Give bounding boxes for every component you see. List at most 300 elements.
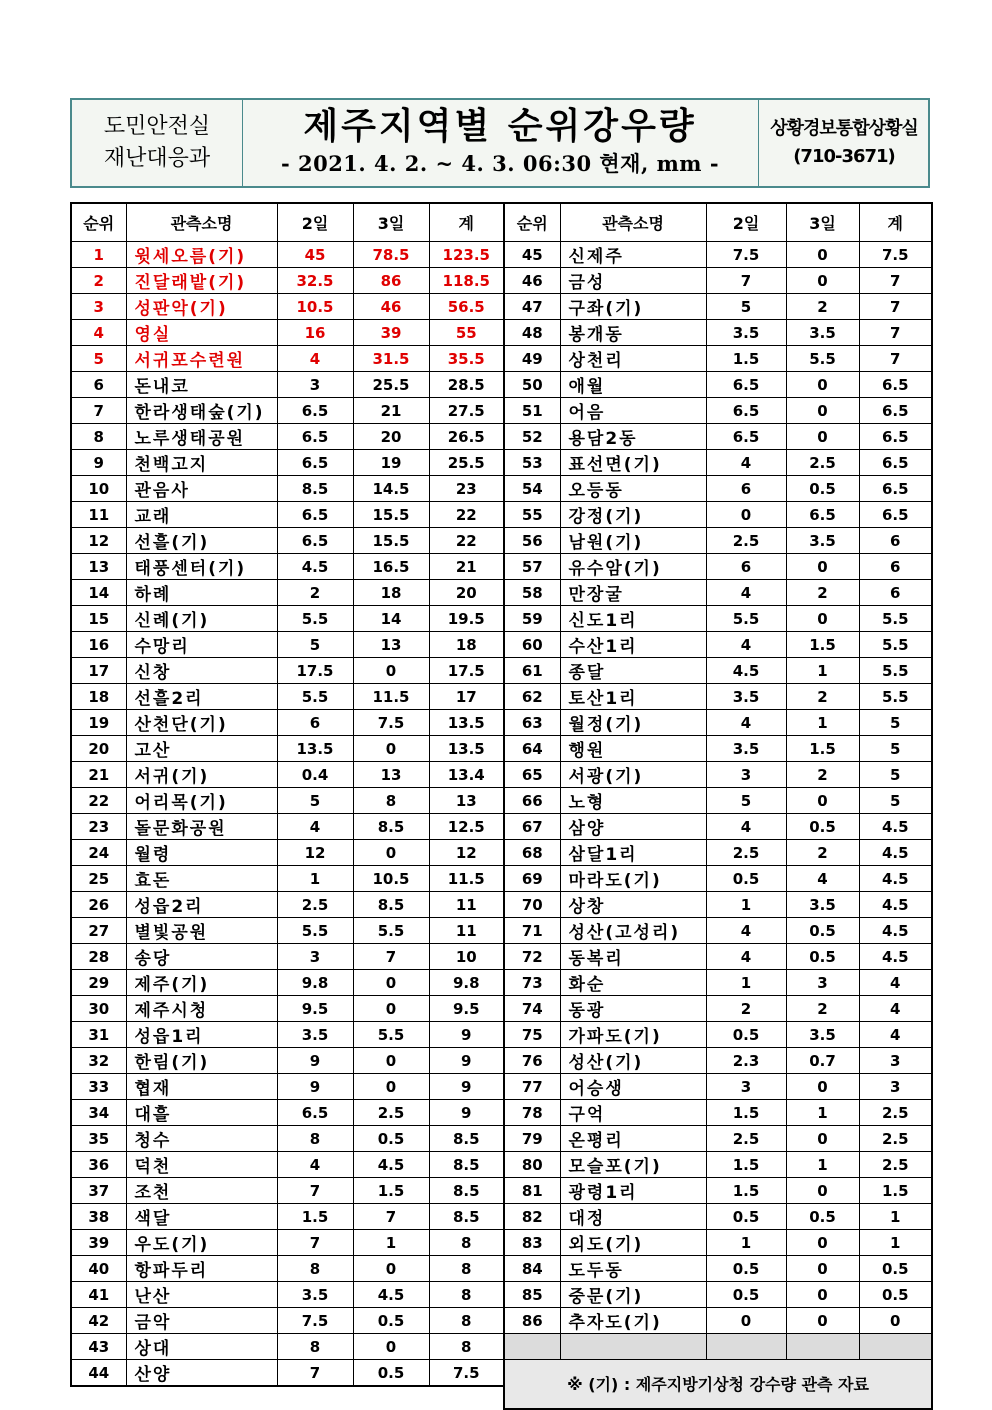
total-cell: 3 [859,1048,932,1074]
day2-cell: 3 [706,1074,786,1100]
rank-cell: 43 [71,1334,126,1360]
report-title: 제주지역별 순위강우량 [303,106,697,147]
total-cell: 6.5 [859,502,932,528]
day3-cell: 0 [353,1334,429,1360]
station-cell: 성산(기) [560,1048,706,1074]
department-box [72,100,243,186]
blank-cell [786,1334,859,1360]
table-row [504,294,932,320]
day3-cell: 7.5 [353,710,429,736]
table-row [71,918,504,944]
station-cell: 효돈 [126,866,277,892]
rank-cell: 76 [504,1048,560,1074]
rank-cell: 79 [504,1126,560,1152]
blank-cell [560,1334,706,1360]
table-row [504,450,932,476]
rank-cell: 68 [504,840,560,866]
rank-cell: 69 [504,866,560,892]
office-name: 상황경보통합상황실 [770,118,918,139]
day2-cell: 8 [277,1334,353,1360]
total-cell: 6.5 [859,372,932,398]
table-row [504,346,932,372]
rank-cell: 3 [71,294,126,320]
table-row [71,788,504,814]
col-day2-header: 2일 [277,203,353,242]
station-cell: 오등동 [560,476,706,502]
day2-cell: 4 [706,944,786,970]
table-row [504,866,932,892]
table-row [504,1204,932,1230]
table-row [504,1048,932,1074]
station-cell: 유수암(기) [560,554,706,580]
rank-cell: 78 [504,1100,560,1126]
table-row [504,268,932,294]
day3-cell: 78.5 [353,242,429,268]
rank-cell: 56 [504,528,560,554]
table-row [71,1152,504,1178]
day2-cell: 1.5 [706,1100,786,1126]
day2-cell: 7 [277,1230,353,1256]
table-row [71,1048,504,1074]
total-cell: 4.5 [859,814,932,840]
table-row [504,554,932,580]
table-row [71,606,504,632]
rank-cell: 80 [504,1152,560,1178]
day3-cell: 11.5 [353,684,429,710]
table-row [71,658,504,684]
day2-cell: 5 [277,632,353,658]
total-cell: 5.5 [859,658,932,684]
rank-cell: 83 [504,1230,560,1256]
table-row [504,814,932,840]
day3-cell: 0 [786,1282,859,1308]
total-cell: 18 [429,632,504,658]
table-row [71,866,504,892]
day3-cell: 0 [786,1074,859,1100]
day2-cell: 5.5 [706,606,786,632]
day3-cell: 0 [353,996,429,1022]
day3-cell: 18 [353,580,429,606]
total-cell: 6.5 [859,450,932,476]
total-cell: 8 [429,1230,504,1256]
table-row [504,1074,932,1100]
total-cell: 11 [429,918,504,944]
rank-cell: 86 [504,1308,560,1334]
rank-cell: 25 [71,866,126,892]
rank-cell: 23 [71,814,126,840]
table-header-row [71,203,504,242]
day2-cell: 9 [277,1074,353,1100]
day3-cell: 3.5 [786,528,859,554]
day3-cell: 1.5 [786,736,859,762]
table-row [504,710,932,736]
rank-cell: 8 [71,424,126,450]
total-cell: 4 [859,970,932,996]
day3-cell: 1 [786,710,859,736]
day2-cell: 1.5 [706,1178,786,1204]
total-cell: 6 [859,528,932,554]
rank-cell: 14 [71,580,126,606]
day2-cell: 5.5 [277,684,353,710]
total-cell: 9 [429,1074,504,1100]
day3-cell: 86 [353,268,429,294]
day3-cell: 0 [353,840,429,866]
table-row [504,892,932,918]
table-row [504,1152,932,1178]
day2-cell: 2 [277,580,353,606]
day3-cell: 20 [353,424,429,450]
table-row [71,970,504,996]
rank-cell: 60 [504,632,560,658]
day2-cell: 7 [277,1178,353,1204]
day2-cell: 3.5 [706,736,786,762]
total-cell: 11 [429,892,504,918]
day2-cell: 4 [706,814,786,840]
day3-cell: 4.5 [353,1152,429,1178]
day2-cell: 6 [706,554,786,580]
day3-cell: 1 [786,1100,859,1126]
day3-cell: 2.5 [353,1100,429,1126]
day2-cell: 1.5 [277,1204,353,1230]
total-cell: 4.5 [859,866,932,892]
station-cell: 노루생태공원 [126,424,277,450]
day2-cell: 7.5 [706,242,786,268]
total-cell: 6.5 [859,476,932,502]
rank-cell: 10 [71,476,126,502]
station-cell: 만장굴 [560,580,706,606]
total-cell: 12.5 [429,814,504,840]
total-cell: 25.5 [429,450,504,476]
rank-cell: 47 [504,294,560,320]
total-cell: 7.5 [859,242,932,268]
rank-cell: 42 [71,1308,126,1334]
rank-cell: 22 [71,788,126,814]
station-cell: 선흘(기) [126,528,277,554]
rank-cell: 66 [504,788,560,814]
rank-cell: 15 [71,606,126,632]
table-row [504,242,932,268]
table-row [71,814,504,840]
station-cell: 남원(기) [560,528,706,554]
station-cell: 영실 [126,320,277,346]
rank-cell: 77 [504,1074,560,1100]
station-cell: 항파두리 [126,1256,277,1282]
total-cell: 8.5 [429,1178,504,1204]
table-row [504,788,932,814]
total-cell: 8 [429,1308,504,1334]
table-row [504,606,932,632]
rank-cell: 39 [71,1230,126,1256]
station-cell: 삼양 [560,814,706,840]
station-cell: 애월 [560,372,706,398]
total-cell: 10 [429,944,504,970]
day3-cell: 0 [353,736,429,762]
day2-cell: 0.5 [706,866,786,892]
day2-cell: 6.5 [277,450,353,476]
rank-cell: 48 [504,320,560,346]
day3-cell: 0 [786,788,859,814]
rank-cell: 65 [504,762,560,788]
day2-cell: 17.5 [277,658,353,684]
title-box [242,100,758,186]
day3-cell: 1 [786,658,859,684]
station-cell: 도두동 [560,1256,706,1282]
station-cell: 강정(기) [560,502,706,528]
total-cell: 4.5 [859,892,932,918]
rank-cell: 19 [71,710,126,736]
table-header-row [504,203,932,242]
station-cell: 용담2동 [560,424,706,450]
total-cell: 13.5 [429,710,504,736]
total-cell: 4 [859,996,932,1022]
day2-cell: 8.5 [277,476,353,502]
total-cell: 6 [859,580,932,606]
rank-cell: 85 [504,1282,560,1308]
table-row [71,502,504,528]
table-row [504,580,932,606]
day3-cell: 0.5 [786,814,859,840]
day3-cell: 0 [786,398,859,424]
day3-cell: 3.5 [786,1022,859,1048]
total-cell: 5 [859,788,932,814]
rank-cell: 74 [504,996,560,1022]
total-cell: 6.5 [859,424,932,450]
total-cell: 12 [429,840,504,866]
rank-cell: 72 [504,944,560,970]
col-total-header: 계 [429,203,504,242]
day2-cell: 7.5 [277,1308,353,1334]
table-row [504,944,932,970]
table-row [71,632,504,658]
day2-cell: 6.5 [277,528,353,554]
day3-cell: 0 [786,554,859,580]
station-cell: 신창 [126,658,277,684]
total-cell: 20 [429,580,504,606]
total-cell: 26.5 [429,424,504,450]
total-cell: 7.5 [429,1360,504,1387]
rank-cell: 18 [71,684,126,710]
station-cell: 신도1리 [560,606,706,632]
day3-cell: 31.5 [353,346,429,372]
table-row [71,268,504,294]
station-cell: 신제주 [560,242,706,268]
rank-cell: 20 [71,736,126,762]
day2-cell: 4 [706,710,786,736]
table-row [504,476,932,502]
day2-cell: 2.5 [706,1126,786,1152]
station-cell: 한림(기) [126,1048,277,1074]
rank-cell: 73 [504,970,560,996]
day2-cell: 8 [277,1126,353,1152]
rank-cell: 71 [504,918,560,944]
total-cell: 2.5 [859,1100,932,1126]
day2-cell: 6.5 [706,372,786,398]
rank-cell: 29 [71,970,126,996]
table-row [504,320,932,346]
day3-cell: 0.5 [786,944,859,970]
total-cell: 56.5 [429,294,504,320]
rank-cell: 32 [71,1048,126,1074]
day3-cell: 3.5 [786,320,859,346]
day3-cell: 0 [786,1126,859,1152]
table-row [71,736,504,762]
day3-cell: 15.5 [353,528,429,554]
day3-cell: 0.5 [786,918,859,944]
table-row [504,528,932,554]
total-cell: 0.5 [859,1282,932,1308]
day3-cell: 3 [786,970,859,996]
table-row [504,658,932,684]
station-cell: 노형 [560,788,706,814]
day2-cell: 6.5 [277,424,353,450]
station-cell: 모슬포(기) [560,1152,706,1178]
total-cell: 27.5 [429,398,504,424]
table-row [504,1308,932,1334]
day2-cell: 1.5 [706,346,786,372]
day2-cell: 1 [706,1230,786,1256]
station-cell: 월령 [126,840,277,866]
total-cell: 8 [429,1256,504,1282]
day3-cell: 21 [353,398,429,424]
day2-cell: 1.5 [706,1152,786,1178]
rank-cell: 38 [71,1204,126,1230]
total-cell: 2.5 [859,1126,932,1152]
table-row [71,372,504,398]
total-cell: 5.5 [859,606,932,632]
total-cell: 4.5 [859,840,932,866]
day3-cell: 0 [353,1048,429,1074]
station-cell: 성읍1리 [126,1022,277,1048]
station-cell: 조천 [126,1178,277,1204]
total-cell: 118.5 [429,268,504,294]
day3-cell: 7 [353,944,429,970]
table-row [71,710,504,736]
day3-cell: 1 [786,1152,859,1178]
day2-cell: 3.5 [706,684,786,710]
day2-cell: 3 [277,944,353,970]
table-row [71,242,504,268]
rank-cell: 81 [504,1178,560,1204]
day3-cell: 2 [786,996,859,1022]
day2-cell: 5.5 [277,606,353,632]
station-cell: 온평리 [560,1126,706,1152]
station-cell: 천백고지 [126,450,277,476]
rank-cell: 46 [504,268,560,294]
rank-cell: 13 [71,554,126,580]
col-rank-header: 순위 [504,203,560,242]
station-cell: 가파도(기) [560,1022,706,1048]
total-cell: 9.5 [429,996,504,1022]
footnote-row [504,1359,932,1409]
station-cell: 산양 [126,1360,277,1387]
day2-cell: 9 [277,1048,353,1074]
station-cell: 삼달1리 [560,840,706,866]
station-cell: 성판악(기) [126,294,277,320]
day3-cell: 0 [786,424,859,450]
day3-cell: 2.5 [786,450,859,476]
station-cell: 동광 [560,996,706,1022]
total-cell: 55 [429,320,504,346]
total-cell: 11.5 [429,866,504,892]
report-header [70,98,930,188]
table-row [71,996,504,1022]
day2-cell: 1 [706,892,786,918]
station-cell: 어리목(기) [126,788,277,814]
rank-cell: 24 [71,840,126,866]
day2-cell: 3.5 [277,1022,353,1048]
org-line-1: 도민안전실 [103,114,211,139]
day2-cell: 2.3 [706,1048,786,1074]
total-cell: 7 [859,294,932,320]
table-row [71,1126,504,1152]
rank-cell: 2 [71,268,126,294]
day3-cell: 14.5 [353,476,429,502]
rank-cell: 26 [71,892,126,918]
total-cell: 13.5 [429,736,504,762]
station-cell: 협재 [126,1074,277,1100]
station-cell: 선흘2리 [126,684,277,710]
rank-cell: 45 [504,242,560,268]
col-station-header: 관측소명 [560,203,706,242]
rank-cell: 9 [71,450,126,476]
station-cell: 색달 [126,1204,277,1230]
blank-cell [504,1334,560,1360]
total-cell: 5 [859,736,932,762]
total-cell: 7 [859,268,932,294]
day2-cell: 6.5 [706,398,786,424]
day2-cell: 5.5 [277,918,353,944]
table-row [504,1126,932,1152]
rank-cell: 63 [504,710,560,736]
total-cell: 2.5 [859,1152,932,1178]
day3-cell: 5.5 [786,346,859,372]
table-row [504,1256,932,1282]
day2-cell: 7 [706,268,786,294]
rank-cell: 82 [504,1204,560,1230]
table-row [504,1230,932,1256]
rank-cell: 50 [504,372,560,398]
total-cell: 9 [429,1100,504,1126]
table-row [71,294,504,320]
day2-cell: 9.5 [277,996,353,1022]
day2-cell: 5 [706,788,786,814]
table-row [71,1334,504,1360]
day2-cell: 4 [706,580,786,606]
total-cell: 1 [859,1204,932,1230]
day3-cell: 13 [353,762,429,788]
col-day2-header: 2일 [706,203,786,242]
station-cell: 관음사 [126,476,277,502]
table-row [71,476,504,502]
office-box [758,100,929,186]
day3-cell: 0.5 [353,1126,429,1152]
station-cell: 수산1리 [560,632,706,658]
rank-cell: 67 [504,814,560,840]
total-cell: 28.5 [429,372,504,398]
day2-cell: 4 [277,814,353,840]
total-cell: 6.5 [859,398,932,424]
station-cell: 동복리 [560,944,706,970]
rank-cell: 12 [71,528,126,554]
rank-cell: 84 [504,1256,560,1282]
station-cell: 봉개동 [560,320,706,346]
station-cell: 월정(기) [560,710,706,736]
table-row [71,528,504,554]
day3-cell: 0 [786,606,859,632]
table-row [71,1074,504,1100]
table-row [504,1282,932,1308]
day2-cell: 6 [706,476,786,502]
